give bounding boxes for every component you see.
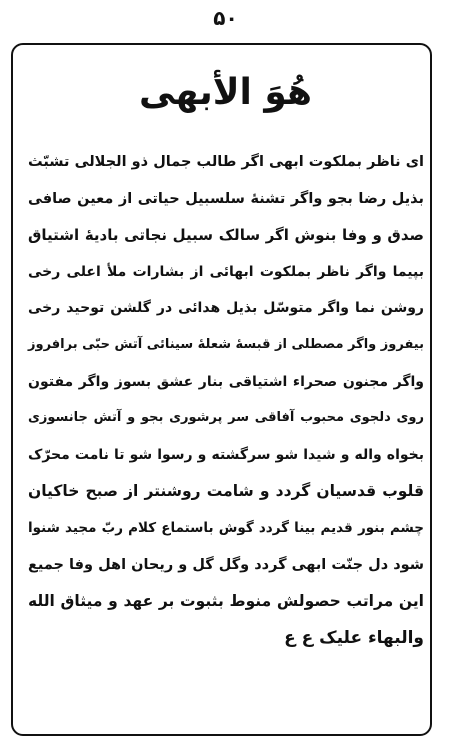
text-line: بذیل رضا بجو واگر تشنهٔ سلسبیل حیاتی از معین صافی xyxy=(28,190,424,207)
text-line: بپیما واگر ناظر بملکوت ابهائی از بشارات ملأ اعلی رخی xyxy=(28,263,424,280)
text-line: بیفروز واگر مصطلی از قبسهٔ شعلهٔ سینائی آتش حبّی برافروز xyxy=(28,336,424,352)
text-line: روی دلجوی محبوب آفاقی سر پرشوری بجو و آتش جانسوزی xyxy=(28,410,424,426)
text-line: واگر مجنون صحراء اشتیاقی بنار عشق بسوز واگر مفتون xyxy=(28,373,424,390)
page-heading: هُوَ الأبهی xyxy=(139,72,312,113)
text-line: روشن نما واگر متوسّل بذیل هدائی در گلشن توحید رخی xyxy=(28,300,424,317)
text-line: این مراتب حصولش منوط بثبوت بر عهد و میثاق الله xyxy=(28,592,424,611)
page-number: ۵۰ xyxy=(213,6,238,30)
text-line: ای ناظر بملکوت ابهی اگر طالب جمال ذو الجلالی تشبّث xyxy=(28,154,424,170)
text-line: قلوب قدسیان گردد و شامت روشنتر از صبح خاکیان xyxy=(28,482,424,501)
text-body xyxy=(28,144,424,656)
text-line: بخواه واله و شیدا شو سرگشته و رسوا شو تا نامت محرّک xyxy=(28,446,424,463)
text-line: صدق و وفا بنوش اگر سالک سبیل نجاتی بادیهٔ اشتیاق xyxy=(28,226,424,245)
closing-line: والبهاء علیک ع ع xyxy=(284,627,424,648)
text-line: شود دل جنّت ابهی گردد وگل گل و ریحان اهل وفا جمیع xyxy=(28,556,424,573)
text-line: چشم بنور قدیم بینا گردد گوش باستماع کلام ربّ مجید شنوا xyxy=(28,519,424,536)
